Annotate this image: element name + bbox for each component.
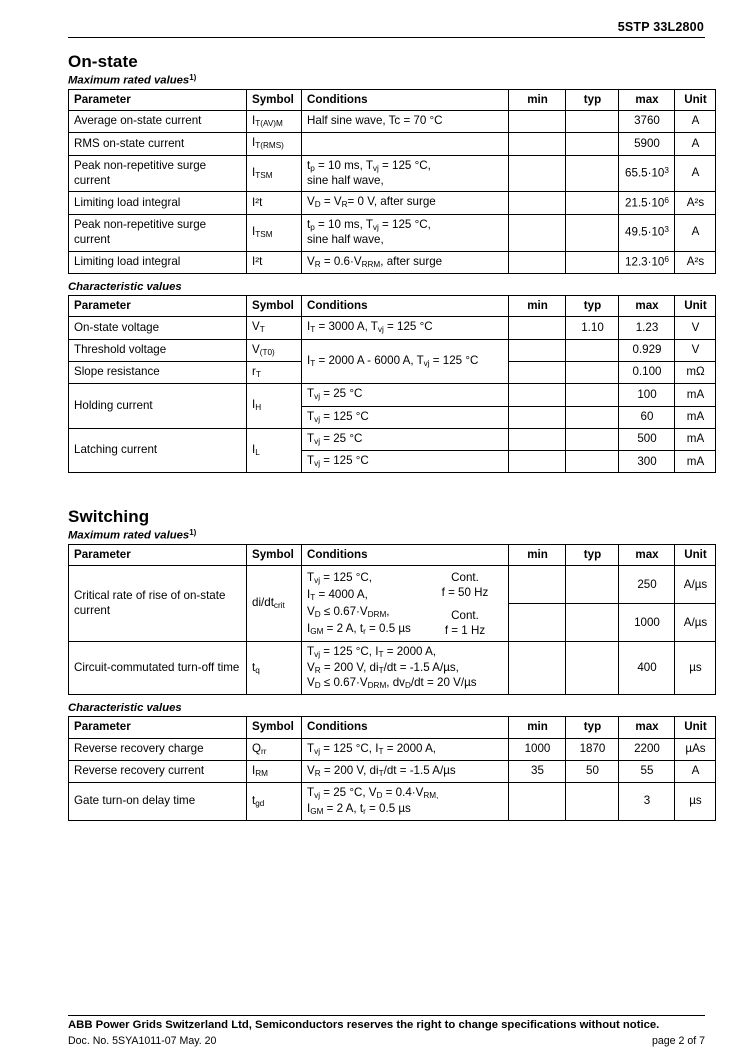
col-symbol: Symbol: [247, 295, 302, 316]
cell-symbol: $t_q$: [247, 642, 302, 695]
cell-parameter: Critical rate of rise of on-state current: [69, 566, 247, 642]
col-parameter: Parameter: [69, 89, 247, 110]
cell-unit: mA: [675, 451, 716, 473]
cell-parameter: Limiting load integral: [69, 192, 247, 214]
cell-unit: A: [675, 760, 716, 782]
footer-notice: ABB Power Grids Switzerland Ltd, Semiconductors reserves the right to change specifications without notice.: [68, 1019, 660, 1031]
cell-typ: [566, 642, 619, 695]
cell-min: [509, 428, 566, 450]
cell-symbol: $I_{TSM}$: [247, 155, 302, 192]
cell-min: [509, 406, 566, 428]
table-row: [69, 384, 716, 406]
col-symbol: Symbol: [247, 544, 302, 565]
cell-conditions: Half sine wave, Tc = 70 °C: [302, 111, 509, 133]
cell-max: $65.5\cdot 10^3$: [619, 155, 675, 192]
cell-max: 2200: [619, 738, 675, 760]
table-row: [69, 192, 716, 214]
col-unit: Unit: [675, 544, 716, 565]
footer-doc-number: Doc. No. 5SYA1011-07 May. 20: [68, 1035, 217, 1047]
cell-max: 0.100: [619, 361, 675, 383]
cell-parameter: Slope resistance: [69, 361, 247, 383]
cell-min: [509, 251, 566, 273]
table-on-state-max-rated: [68, 89, 716, 274]
cell-parameter: Gate turn-on delay time: [69, 783, 247, 821]
cell-symbol: $I_L$: [247, 428, 302, 473]
col-min: min: [509, 544, 566, 565]
cell-symbol: $V_{(T0)}$: [247, 339, 302, 361]
col-conditions: Conditions: [302, 544, 509, 565]
caption-text: Maximum rated values: [68, 74, 190, 87]
cell-conditions: $T_{vj} = 125$ °C: [302, 451, 509, 473]
cell-unit: mA: [675, 406, 716, 428]
cell-conditions: $T_{vj} = 25$ °C, $V_D = 0.4\cdot V_{RM,}$ $I_{GM} = 2$ A, $t_r = 0.5$ µs: [302, 783, 509, 821]
table-header-row: [69, 717, 716, 738]
cell-typ: 50: [566, 760, 619, 782]
col-parameter: Parameter: [69, 544, 247, 565]
col-max: max: [619, 717, 675, 738]
cell-max: 5900: [619, 133, 675, 155]
caption-characteristic-values-switching: Characteristic values: [68, 702, 182, 715]
cell-min: 35: [509, 760, 566, 782]
cell-max: 55: [619, 760, 675, 782]
col-max: max: [619, 295, 675, 316]
table-row: [69, 317, 716, 339]
cell-min: [509, 642, 566, 695]
cell-parameter: Threshold voltage: [69, 339, 247, 361]
col-typ: typ: [566, 89, 619, 110]
table-body-switching-char: [69, 738, 716, 820]
cell-typ: [566, 428, 619, 450]
cell-conditions: [302, 133, 509, 155]
cell-typ: [566, 604, 619, 642]
cell-conditions: $t_p = 10$ ms, $T_{vj} = 125$ °C, sine half wave,: [302, 214, 509, 251]
cell-min: [509, 111, 566, 133]
cell-symbol: $I_{T(AV)M}$: [247, 111, 302, 133]
cell-unit: mA: [675, 428, 716, 450]
cell-min: [509, 317, 566, 339]
cell-unit: V: [675, 317, 716, 339]
table-header-row: [69, 544, 716, 565]
table-row: [69, 428, 716, 450]
cell-symbol: I²t: [247, 192, 302, 214]
cell-typ: [566, 384, 619, 406]
cell-max: 3: [619, 783, 675, 821]
table-switching-characteristic: [68, 716, 716, 821]
cell-parameter: Average on-state current: [69, 111, 247, 133]
cell-typ: [566, 361, 619, 383]
cell-typ: [566, 406, 619, 428]
footnote-marker: 1): [189, 73, 197, 82]
page-footer: [68, 1015, 705, 1047]
cell-typ: [566, 111, 619, 133]
cell-unit: µs: [675, 783, 716, 821]
table-row: [69, 738, 716, 760]
cell-unit: A²s: [675, 251, 716, 273]
cell-conditions: $T_{vj} = 25$ °C: [302, 384, 509, 406]
cell-conditions: $V_R = 0.6\cdot V_{RRM}$, after surge: [302, 251, 509, 273]
col-conditions: Conditions: [302, 717, 509, 738]
cell-parameter: Reverse recovery current: [69, 760, 247, 782]
cell-parameter: RMS on-state current: [69, 133, 247, 155]
table-row: [69, 155, 716, 192]
caption-text: Maximum rated values: [68, 529, 190, 542]
table-header-row: [69, 89, 716, 110]
page-header-part-number: 5STP 33L2800: [617, 20, 704, 34]
cell-conditions: $I_T = 3000$ A, $T_{vj} = 125$ °C: [302, 317, 509, 339]
table-row: [69, 133, 716, 155]
cell-unit: µs: [675, 642, 716, 695]
col-unit: Unit: [675, 295, 716, 316]
table-row: [69, 214, 716, 251]
cell-unit: A²s: [675, 192, 716, 214]
cell-max: 100: [619, 384, 675, 406]
cell-min: [509, 192, 566, 214]
cell-conditions: $T_{vj} = 125$ °C, $I_T = 2000$ A, $V_R = 200$ V, $di_T/dt = -1.5$ A/µs, $V_D \le 0.67\cdot V_{DRM}$, $dv_D/dt = 20$ V/µs: [302, 642, 509, 695]
col-symbol: Symbol: [247, 89, 302, 110]
cell-max: 300: [619, 451, 675, 473]
cell-conditions: $T_{vj} = 125$ °C: [302, 406, 509, 428]
col-conditions: Conditions: [302, 89, 509, 110]
cell-typ: [566, 451, 619, 473]
table-body-switching-max: [69, 566, 716, 695]
table-on-state-characteristic: [68, 295, 716, 474]
cell-conditions: $T_{vj} = 125$ °C, $I_T = 2000$ A,: [302, 738, 509, 760]
col-typ: typ: [566, 717, 619, 738]
cell-symbol: $Q_{rr}$: [247, 738, 302, 760]
cell-symbol: $di/dt_{crit}$: [247, 566, 302, 642]
col-unit: Unit: [675, 717, 716, 738]
cell-symbol: I²t: [247, 251, 302, 273]
cell-parameter: Peak non-repetitive surge current: [69, 155, 247, 192]
table-row: [69, 339, 716, 361]
header-divider: [68, 37, 705, 38]
cell-max: $49.5\cdot 10^3$: [619, 214, 675, 251]
cell-min: [509, 604, 566, 642]
cell-unit: A/µs: [675, 604, 716, 642]
cell-parameter: Latching current: [69, 428, 247, 473]
col-conditions: Conditions: [302, 295, 509, 316]
col-max: max: [619, 89, 675, 110]
footer-divider: [68, 1015, 705, 1016]
cell-typ: 1870: [566, 738, 619, 760]
caption-maximum-rated-values-on-state: [68, 73, 705, 87]
col-parameter: Parameter: [69, 717, 247, 738]
table-row: [69, 566, 716, 604]
cell-max: $12.3\cdot 10^6$: [619, 251, 675, 273]
table-row: [69, 111, 716, 133]
cell-min: [509, 214, 566, 251]
cell-unit: µAs: [675, 738, 716, 760]
cell-conditions: $t_p = 10$ ms, $T_{vj} = 125$ °C, sine half wave,: [302, 155, 509, 192]
cell-symbol: $r_T$: [247, 361, 302, 383]
cell-typ: [566, 192, 619, 214]
table-body-on-state-char: [69, 317, 716, 473]
cell-conditions: $T_{vj} = 125$ °C, $I_T = 4000$ A, $V_D \le 0.67\cdot V_{DRM}$, $I_{GM} = 2$ A, $t_r = 0.5$ µs Cont. f = 50 Hz Cont. f = 1 Hz: [302, 566, 509, 642]
cell-max: 1.23: [619, 317, 675, 339]
cell-unit: A: [675, 133, 716, 155]
col-max: max: [619, 544, 675, 565]
table-body-on-state-max: [69, 111, 716, 274]
cell-min: [509, 783, 566, 821]
cell-min: [509, 451, 566, 473]
cell-min: [509, 361, 566, 383]
section-title-switching: Switching: [68, 507, 150, 527]
cell-min: [509, 339, 566, 361]
cell-max: 400: [619, 642, 675, 695]
cell-typ: [566, 783, 619, 821]
caption-characteristic-values-on-state: Characteristic values: [68, 280, 182, 293]
table-row: [69, 760, 716, 782]
cell-unit: A: [675, 155, 716, 192]
cell-parameter: Peak non-repetitive surge current: [69, 214, 247, 251]
cell-symbol: $t_{gd}$: [247, 783, 302, 821]
cell-conditions: $V_D = V_R= 0$ V, after surge: [302, 192, 509, 214]
cell-max: 0.929: [619, 339, 675, 361]
cell-typ: [566, 133, 619, 155]
cell-parameter: Limiting load integral: [69, 251, 247, 273]
cell-symbol: $I_{T(RMS)}$: [247, 133, 302, 155]
col-unit: Unit: [675, 89, 716, 110]
table-row: [69, 783, 716, 821]
col-min: min: [509, 89, 566, 110]
cell-symbol: $V_T$: [247, 317, 302, 339]
table-switching-max-rated: [68, 544, 716, 695]
cell-typ: [566, 339, 619, 361]
col-min: min: [509, 717, 566, 738]
cell-conditions: $V_R = 200$ V, $di_T/dt = -1.5$ A/µs: [302, 760, 509, 782]
cell-unit: A: [675, 214, 716, 251]
cell-symbol: $I_H$: [247, 384, 302, 429]
cell-max: 500: [619, 428, 675, 450]
table-row: [69, 642, 716, 695]
cell-typ: [566, 155, 619, 192]
cell-max: 3760: [619, 111, 675, 133]
cell-parameter: On-state voltage: [69, 317, 247, 339]
cell-conditions: $I_T = 2000$ A - 6000 A, $T_{vj} = 125$ °C: [302, 339, 509, 384]
cell-min: [509, 133, 566, 155]
col-symbol: Symbol: [247, 717, 302, 738]
cell-typ: [566, 566, 619, 604]
footer-page-number: page 2 of 7: [651, 1035, 705, 1047]
footnote-marker: 1): [189, 528, 197, 538]
cell-conditions: $T_{vj} = 25$ °C: [302, 428, 509, 450]
table-row: [69, 251, 716, 273]
cell-parameter: Circuit-commutated turn-off time: [69, 642, 247, 695]
cell-max: 60: [619, 406, 675, 428]
cell-typ: 1.10: [566, 317, 619, 339]
cell-unit: A: [675, 111, 716, 133]
cell-symbol: $I_{RM}$: [247, 760, 302, 782]
cell-unit: mA: [675, 384, 716, 406]
cell-unit: V: [675, 339, 716, 361]
cell-typ: [566, 214, 619, 251]
cell-min: 1000: [509, 738, 566, 760]
cell-min: [509, 155, 566, 192]
table-header-row: [69, 295, 716, 316]
col-min: min: [509, 295, 566, 316]
col-typ: typ: [566, 295, 619, 316]
cell-unit: mΩ: [675, 361, 716, 383]
cell-parameter: Holding current: [69, 384, 247, 429]
cell-max: 250: [619, 566, 675, 604]
cell-max: $21.5\cdot 10^6$: [619, 192, 675, 214]
caption-maximum-rated-values-switching: [68, 528, 705, 542]
cell-parameter: Reverse recovery charge: [69, 738, 247, 760]
col-typ: typ: [566, 544, 619, 565]
section-title-on-state: On-state: [68, 52, 138, 71]
cell-min: [509, 384, 566, 406]
cell-max: 1000: [619, 604, 675, 642]
cell-typ: [566, 251, 619, 273]
cell-min: [509, 566, 566, 604]
cell-symbol: $I_{TSM}$: [247, 214, 302, 251]
col-parameter: Parameter: [69, 295, 247, 316]
cell-unit: A/µs: [675, 566, 716, 604]
